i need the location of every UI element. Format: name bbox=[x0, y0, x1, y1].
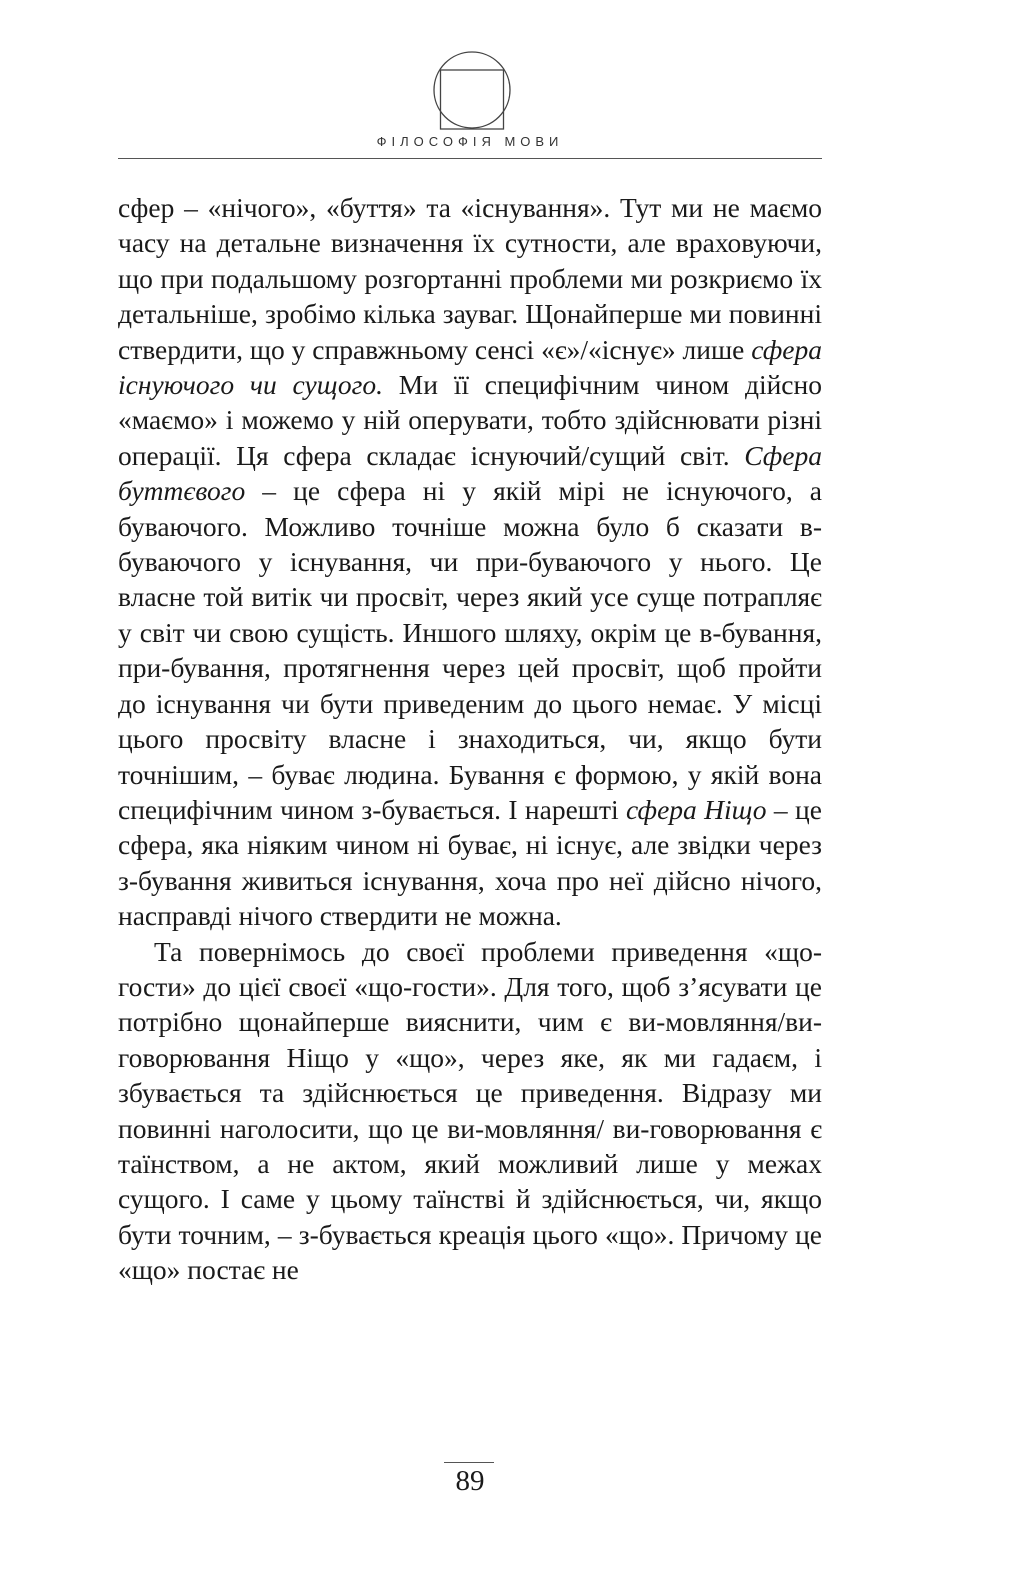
paragraph-2: Та повернімось до своєї проблеми приведення «щогости» до цієї своєї «що-гости». Для того, щоб з’ясувати це потрібно щонайперше вияснити, чим є ви-мовляння/ви-говорювання Ніщо у «що», через яке, як ми гадаєм, і збувається та здійснюється це приведення. Відразу ми повинні наголосити, що це ви-мовляння/ ви-говорювання є таїнством, а не актом, який можливий лише у межах сущого. І саме у цьому таїнстві й здійснюється, чи, якщо бути точним, – з-бувається креація цього «що». Причому це «що» постає не bbox=[118, 935, 822, 1286]
vitruvian-circle-square-logo bbox=[432, 50, 512, 130]
paragraph-1-text-b: Ми її специфічним чином дійсно «маємо» і можемо у ній оперувати, тобто здійснювати різні операції. Ця сфера складає існуючий/сущий світ. bbox=[118, 369, 822, 471]
paragraph-1-italic-2: Сфера буттєвого bbox=[118, 439, 822, 507]
body-text bbox=[118, 190, 822, 1288]
paragraph-1-text-d: – це сфера, яка ніяким чином ні буває, ні існує, але звідки через з-бування живиться існування, хоча про неї дійсно нічого, насправді нічого ствердити не можна. bbox=[118, 793, 822, 932]
paragraph-1-text-c: – це сфера ні у якій мірі не існуючого, а буваючого. Можливо точніше можна було б сказати в-буваючого у існування, чи при-буваючого у нього. Це власне той витік чи просвіт, через який усе суще потрапляє у світ чи свою сущість. Иншого шляху, окрім це в-бування, при-бування, протягнення через цей просвіт, щоб пройти до існування чи бути приведеним до цього немає. У місці цього просвіту власне і знаходиться, чи, якщо бути точнішим, – буває людина. Бування є формою, у якій вона специфічним чином з-бувається. І нарешті bbox=[118, 475, 822, 825]
page-number: 89 bbox=[455, 1465, 485, 1497]
paragraph-1 bbox=[118, 190, 822, 934]
paragraph-1-italic-1: сфера існуючого чи сущого. bbox=[118, 333, 822, 401]
header-rule bbox=[118, 158, 822, 159]
running-head: ФІЛОСОФІЯ МОВИ bbox=[376, 134, 564, 149]
paragraph-1-text-a: сфер – «нічого», «буття» та «існування». Тут ми не маємо часу на детальне визначення їх сутности, але враховуючи, що при подальшому розгортанні проблеми ми розкриємо їх детальніше, зробімо кілька зауваг. Щонайперше ми повинні ствердити, що у справжньому сенсі «є»/«існує» лише bbox=[118, 192, 822, 365]
paragraph-1-italic-3: сфера Ніщо bbox=[626, 793, 767, 825]
